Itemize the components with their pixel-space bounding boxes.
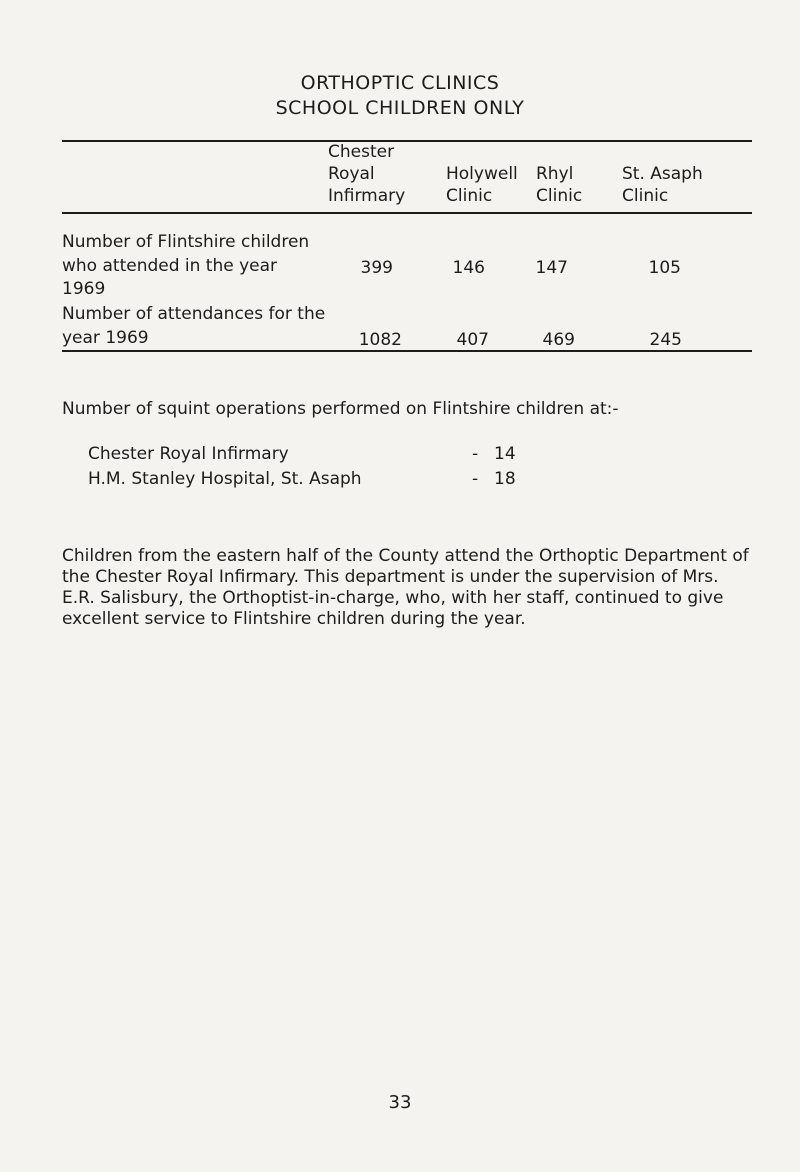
operations-count-chester: 14 (494, 444, 516, 464)
column-header-chester-line3: Infirmary (328, 186, 406, 206)
row-label-children-line3: 1969 (62, 279, 106, 299)
page-number: 33 (388, 1092, 412, 1113)
cell-children-chester: 399 (360, 258, 393, 278)
table-header-rule (62, 212, 752, 214)
operations-intro: Number of squint operations performed on Flintshire children at:- (62, 399, 619, 419)
cell-children-st-asaph: 105 (648, 258, 681, 278)
operations-place-stanley: H.M. Stanley Hospital, St. Asaph (88, 469, 362, 489)
page-subtitle: SCHOOL CHILDREN ONLY (275, 97, 525, 119)
column-header-chester-line2: Royal (328, 164, 375, 184)
page-title: ORTHOPTIC CLINICS (300, 72, 500, 94)
cell-attendances-chester: 1082 (358, 330, 402, 350)
operations-separator: - (472, 469, 479, 489)
column-header-chester-line1: Chester (328, 142, 395, 162)
cell-children-rhyl: 147 (535, 258, 568, 278)
column-header-rhyl-line3: Clinic (536, 186, 583, 206)
table-top-rule (62, 140, 752, 142)
body-paragraph: Children from the eastern half of the County attend the Orthoptic Department of the Chester Royal Infirmary. This department is under the supervision of Mrs. E.R. Salisbury, the Orthoptist-in-charge, who, with her staff, continued to give excellent service to Flintshire children during the year. (62, 546, 749, 629)
cell-children-holywell: 146 (452, 258, 485, 278)
column-header-st-asaph-line3: Clinic (622, 186, 669, 206)
row-label-children-line2: who attended in the year (62, 256, 278, 276)
row-label-attendances-line1: Number of attendances for the (62, 304, 326, 324)
row-label-attendances-line2: year 1969 (62, 328, 149, 348)
cell-attendances-rhyl: 469 (542, 330, 575, 350)
cell-attendances-st-asaph: 245 (649, 330, 682, 350)
operations-count-stanley: 18 (494, 469, 516, 489)
operations-separator: - (472, 444, 479, 464)
column-header-holywell-line3: Clinic (446, 186, 493, 206)
cell-attendances-holywell: 407 (456, 330, 489, 350)
column-header-st-asaph-line2: St. Asaph (622, 164, 703, 184)
column-header-holywell-line2: Holywell (446, 164, 518, 184)
row-label-children-line1: Number of Flintshire children (62, 232, 310, 252)
column-header-rhyl-line2: Rhyl (536, 164, 574, 184)
operations-place-chester: Chester Royal Infirmary (88, 444, 289, 464)
table-bottom-rule (62, 350, 752, 352)
